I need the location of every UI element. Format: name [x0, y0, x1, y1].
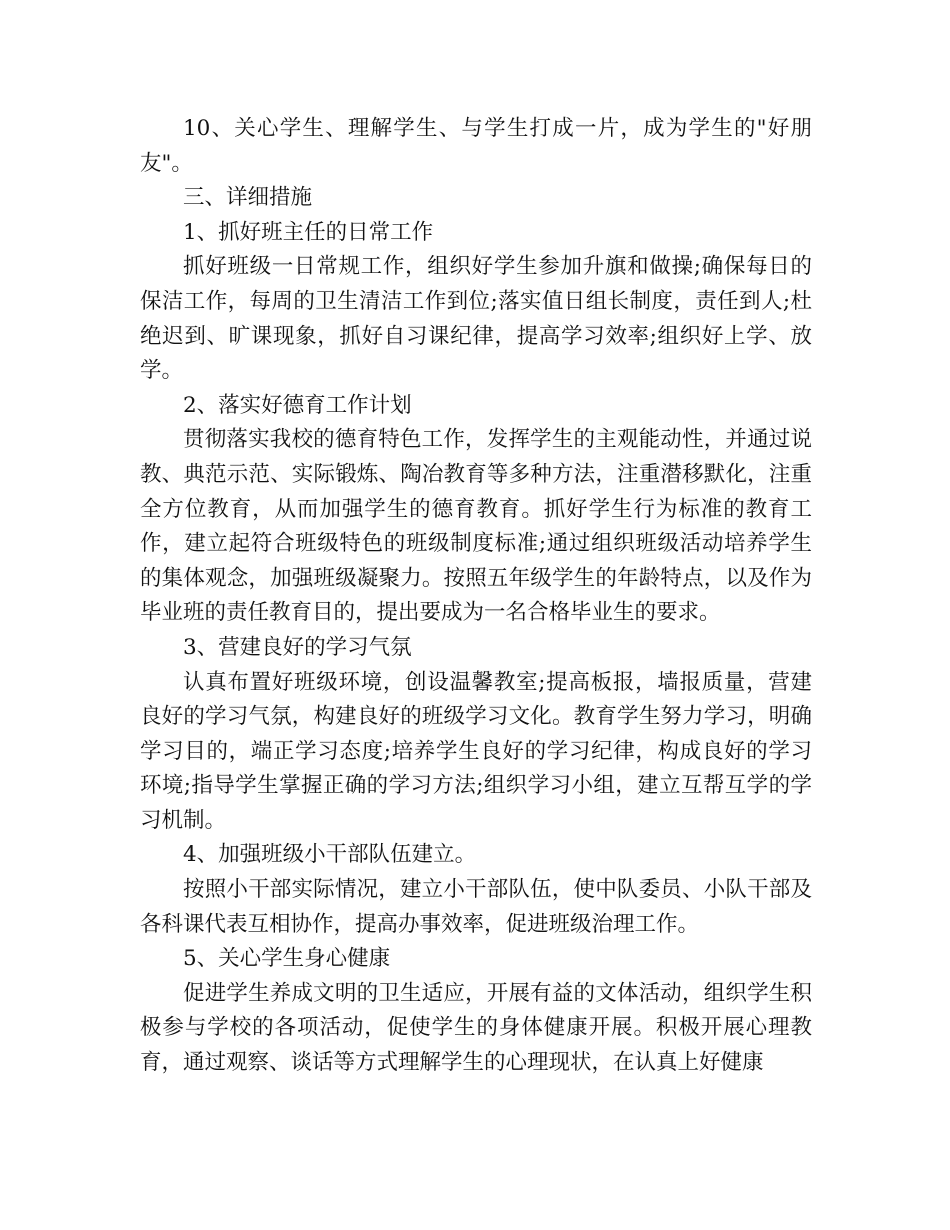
section-heading-measures: 三、详细措施	[183, 185, 313, 211]
paragraph-moral-education: 贯彻落实我校的德育特色工作，发挥学生的主观能动性，并通过说教、典范示范、实际锻炼、陶冶教育等多种方法，注重潜移默化，注重全方位教育，从而加强学生的德育教育。抓好学生行为标准的教育工作，建立起符合班级特色的班级制度标准;通过组织班级活动培养学生的集体观念，加强班级凝聚力。按照五年级学生的年龄特点，以及作为毕业班的责任教育目的，提出要成为一名合格毕业生的要求。	[140, 427, 812, 626]
paragraph-daily-work: 抓好班级一日常规工作，组织好学生参加升旗和做操;确保每日的保洁工作，每周的卫生清洁工作到位;落实值日组长制度，责任到人;杜绝迟到、旷课现象，抓好自习课纪律，提高学习效率;组织好上学、放学。	[140, 254, 812, 384]
paragraph-class-cadres: 按照小干部实际情况，建立小干部队伍，使中队委员、小队干部及各科课代表互相协作，提高办事效率，促进班级治理工作。	[140, 877, 812, 937]
subheading-class-cadres: 4、加强班级小干部队伍建立。	[183, 842, 477, 868]
paragraph-learning-atmosphere: 认真布置好班级环境，创设温馨教室;提高板报，墙报质量，营建良好的学习气氛，构建良好的班级学习文化。教育学生努力学习，明确学习目的，端正学习态度;培养学生良好的学习纪律，构成良好的学习环境;指导学生掌握正确的学习方法;组织学习小组，建立互帮互学的学习机制。	[140, 669, 812, 833]
paragraph-health: 促进学生养成文明的卫生适应，开展有益的文体活动，组织学生积极参与学校的各项活动，促使学生的身体健康开展。积极开展心理教育，通过观察、谈话等方式理解学生的心理现状，在认真上好健康	[140, 980, 812, 1076]
subheading-moral-education: 2、落实好德育工作计划	[183, 392, 412, 418]
subheading-learning-atmosphere: 3、营建良好的学习气氛	[183, 634, 412, 660]
document-page	[140, 112, 812, 1081]
subheading-daily-work: 1、抓好班主任的日常工作	[183, 219, 434, 245]
subheading-health: 5、关心学生身心健康	[183, 946, 391, 972]
paragraph-care-students: 10、关心学生、理解学生、与学生打成一片，成为学生的"好朋友"。	[140, 116, 812, 176]
